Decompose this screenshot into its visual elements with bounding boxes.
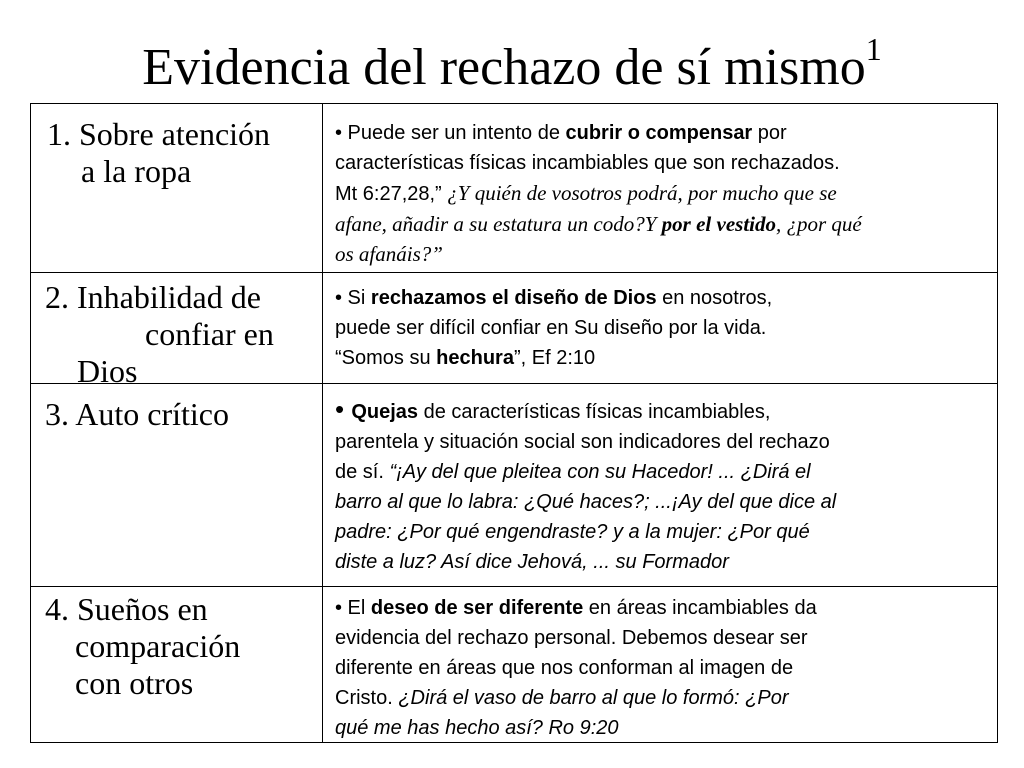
body-text: de características físicas incambiables, <box>418 401 771 423</box>
quote-text: ¿Y quién de vosotros podrá, por mucho que se <box>447 181 837 205</box>
body-text: • Puede ser un intento de <box>335 122 566 144</box>
body-line <box>335 118 995 148</box>
table-row <box>31 104 997 273</box>
quote-text: , ¿por qué <box>775 212 862 236</box>
emphasis-text: deseo de ser diferente <box>370 597 584 619</box>
row-body <box>335 587 995 748</box>
quote-text: ¿Dirá el vaso de barro al que lo formó: ¿Por <box>398 687 789 709</box>
body-text: “Somos su <box>335 347 437 369</box>
emphasis-text: cubrir o compensar <box>565 122 753 144</box>
row-heading-line: con otros <box>75 665 194 701</box>
body-text: Cristo. <box>335 687 399 709</box>
body-line: barro al que lo labra: ¿Qué haces?; ...¡Ay del que dice al <box>335 491 837 513</box>
row-heading-line: a la ropa <box>81 153 192 189</box>
body-text: por <box>752 122 787 144</box>
body-line: diste a luz? Así dice Jehová, ... su Formador <box>335 551 729 573</box>
body-text: de sí. <box>335 461 390 483</box>
row-heading-line: confiar en <box>145 316 274 352</box>
body-text: • El <box>335 597 371 619</box>
body-line <box>335 457 995 487</box>
emphasis-text: por el vestido <box>661 212 776 236</box>
emphasis-text: Quejas <box>351 401 419 423</box>
row-heading <box>31 104 323 272</box>
body-line: parentela y situación social son indicadores del rechazo <box>335 431 830 453</box>
emphasis-text: rechazamos el diseño de Dios <box>370 287 657 309</box>
body-line: características físicas incambiables que son rechazados. <box>335 152 840 174</box>
body-line <box>335 593 995 623</box>
evidence-table <box>30 103 998 743</box>
row-heading-line: 1. Sobre atención <box>47 116 271 152</box>
row-heading-line: 4. Sueños en <box>45 591 208 627</box>
row-heading-line: 2. Inhabilidad de <box>45 279 261 315</box>
body-line <box>335 343 995 373</box>
row-body <box>335 104 995 286</box>
body-text: ”, Ef 2:10 <box>513 347 596 369</box>
row-heading-line: 3. Auto crítico <box>45 396 229 432</box>
slide-title <box>0 28 1024 108</box>
row-body <box>335 273 995 393</box>
row-heading <box>31 273 323 383</box>
body-text: • Si <box>335 287 371 309</box>
body-text: Mt 6:27,28,” <box>335 183 448 205</box>
body-line <box>335 394 995 427</box>
body-line: evidencia del rechazo personal. Debemos desear ser <box>335 627 808 649</box>
quote-text: “¡Ay del que pleitea con su Hacedor! ... ¿Dirá el <box>389 461 811 483</box>
body-line <box>335 178 995 209</box>
table-row <box>31 384 997 587</box>
quote-text: afane, añadir a su estatura un codo?Y <box>335 212 662 236</box>
row-body <box>335 384 995 596</box>
body-line: os afanáis?” <box>335 242 443 266</box>
body-line: qué me has hecho así? Ro 9:20 <box>335 717 619 739</box>
body-line <box>335 283 995 313</box>
table-row <box>31 587 997 742</box>
row-heading-line: Dios <box>77 353 138 383</box>
emphasis-text: hechura <box>436 347 514 369</box>
body-line: padre: ¿Por qué engendraste? y a la mujer: ¿Por qué <box>335 521 810 543</box>
body-text: en nosotros, <box>656 287 773 309</box>
row-heading-line: comparación <box>75 628 241 664</box>
body-line: puede ser difícil confiar en Su diseño por la vida. <box>335 317 767 339</box>
body-line: diferente en áreas que nos conforman al imagen de <box>335 657 794 679</box>
title-footnote-marker: 1 <box>865 30 882 67</box>
table-row <box>31 273 997 384</box>
row-heading <box>31 384 323 586</box>
body-text: en áreas incambiables da <box>583 597 817 619</box>
body-line <box>335 209 995 239</box>
body-line <box>335 683 995 713</box>
row-heading <box>31 587 323 742</box>
slide-title-text: Evidencia del rechazo de sí mismo <box>142 39 866 96</box>
bullet: • <box>335 394 352 424</box>
